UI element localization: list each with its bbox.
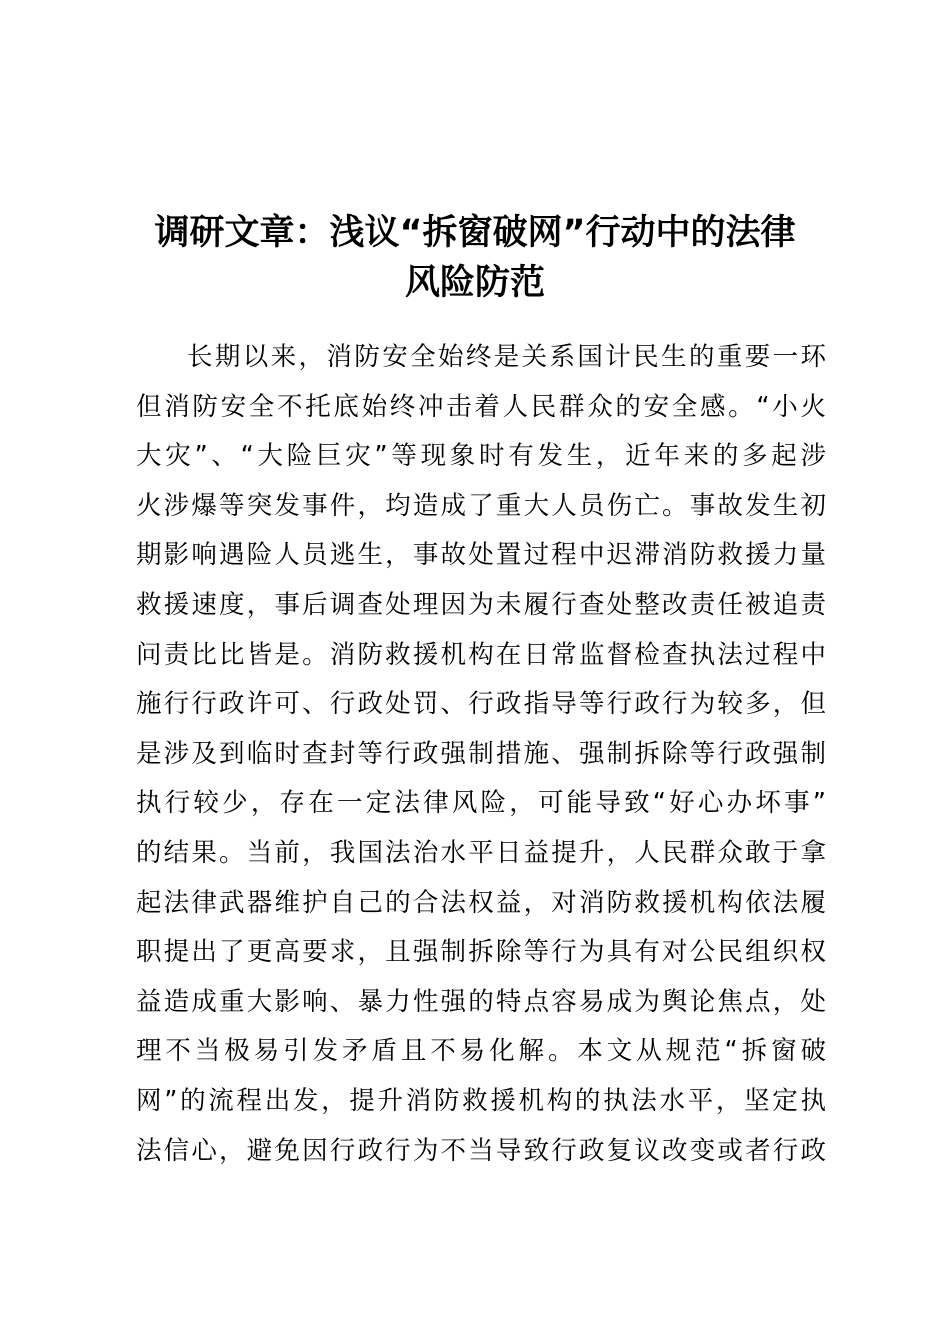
body-line: 理不当极易引发矛盾且不易化解。本文从规范“拆窗破 [136,1036,826,1067]
body-paragraph [136,333,826,1176]
body-line: 施行行政许可、行政处罚、行政指导等行政行为较多，但 [136,689,826,720]
body-line: 起法律武器维护自己的合法权益，对消防救援机构依法履 [136,887,826,918]
body-line: 网”的流程出发，提升消防救援机构的执法水平，坚定执 [136,1085,826,1116]
body-line: 益造成重大影响、暴力性强的特点容易成为舆论焦点，处 [136,986,826,1017]
body-line: 火涉爆等突发事件，均造成了重大人员伤亡。事故发生初 [136,490,826,521]
body-line: 但消防安全不托底始终冲击着人民群众的安全感。“小火 [136,391,826,422]
body-line: 大灾”、“大险巨灾”等现象时有发生，近年来的多起涉 [136,441,826,472]
body-line: 期影响遇险人员逃生，事故处置过程中迟滞消防救援力量 [136,540,826,571]
document-title [120,208,830,308]
title-line-2: 风险防范 [404,263,545,303]
body-line: 的结果。当前，我国法治水平日益提升，人民群众敢于拿 [136,837,826,868]
body-line: 是涉及到临时查封等行政强制措施、强制拆除等行政强制 [136,738,826,769]
body-line: 长期以来，消防安全始终是关系国计民生的重要一环 [187,342,826,372]
body-line: 职提出了更高要求，且强制拆除等行为具有对公民组织权 [136,937,826,968]
body-line: 执行较少，存在一定法律风险，可能导致“好心办坏事” [136,788,826,819]
body-line: 问责比比皆是。消防救援机构在日常监督检查执法过程中 [136,639,826,670]
body-line: 救援速度，事后调查处理因为未履行查处整改责任被追责 [136,589,826,620]
body-line: 法信心，避免因行政行为不当导致行政复议改变或者行政 [136,1135,826,1166]
title-line-1: 调研文章：浅议“拆窗破网”行动中的法律 [154,213,796,253]
